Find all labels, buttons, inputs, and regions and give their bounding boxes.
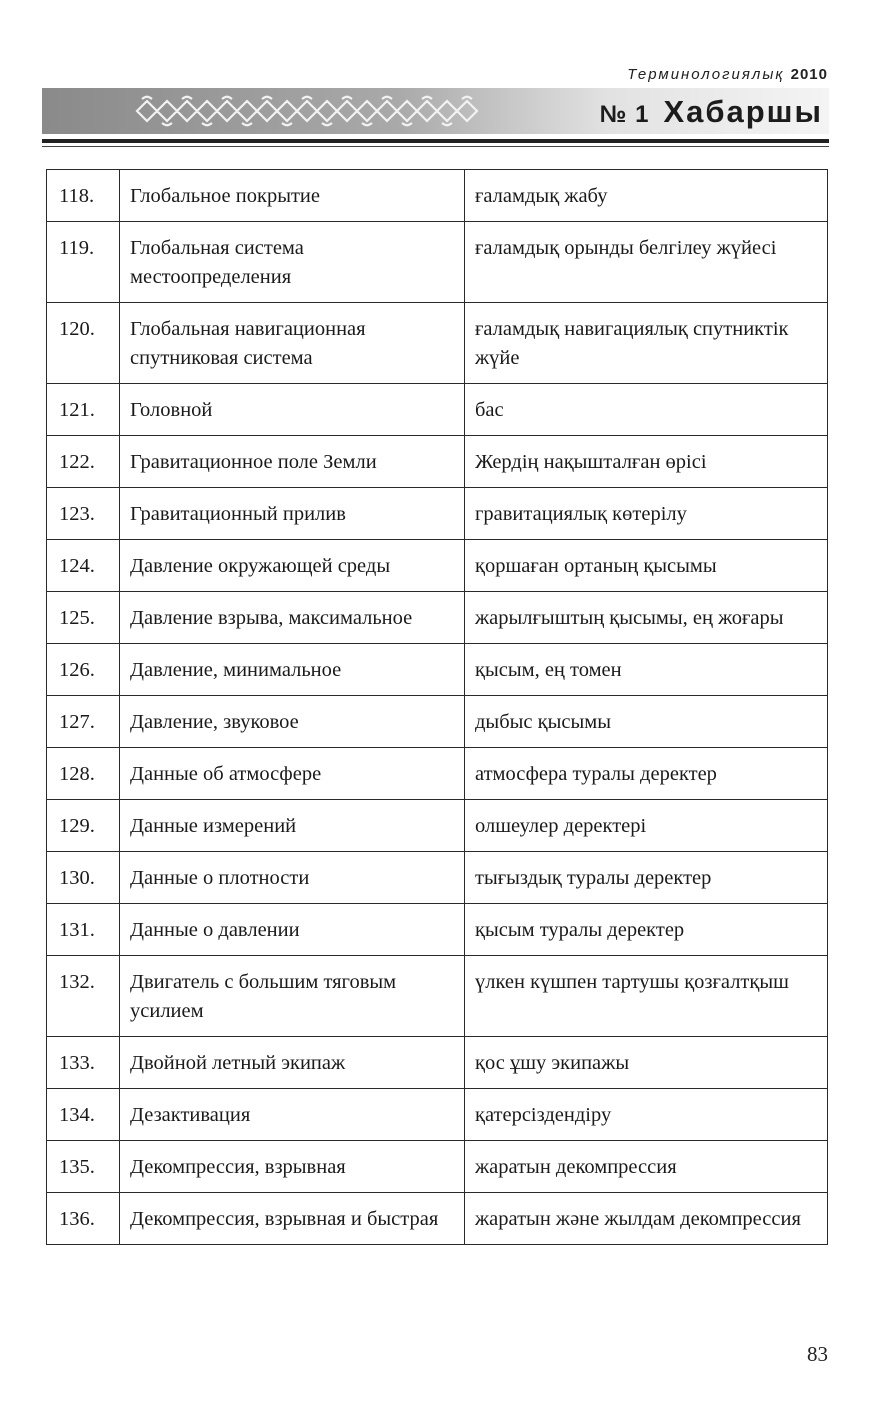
term-kazakh: қос ұшу экипажы xyxy=(465,1037,828,1089)
term-number: 118. xyxy=(47,170,120,222)
term-kazakh: ғаламдық жабу xyxy=(465,170,828,222)
header-banner xyxy=(42,88,829,134)
term-russian: Декомпрессия, взрывная xyxy=(120,1141,465,1193)
term-kazakh: ғаламдық орынды белгілеу жүйесі xyxy=(465,222,828,303)
terms-table xyxy=(46,169,828,1245)
table-row xyxy=(47,540,828,592)
term-number: 136. xyxy=(47,1193,120,1245)
term-kazakh: жаратын декомпрессия xyxy=(465,1141,828,1193)
issue-title xyxy=(600,94,823,130)
term-russian: Дезактивация xyxy=(120,1089,465,1141)
term-russian: Данные о плотности xyxy=(120,852,465,904)
table-row xyxy=(47,1037,828,1089)
header-rule-thin xyxy=(42,146,829,147)
table-row xyxy=(47,488,828,540)
table-row xyxy=(47,644,828,696)
ornament-pattern xyxy=(132,94,482,128)
term-number: 132. xyxy=(47,956,120,1037)
table-row xyxy=(47,1089,828,1141)
term-russian: Двойной летный экипаж xyxy=(120,1037,465,1089)
term-number: 122. xyxy=(47,436,120,488)
journal-header-line xyxy=(560,66,828,83)
journal-year: 2010 xyxy=(790,66,828,83)
term-kazakh: олшеулер деректері xyxy=(465,800,828,852)
term-russian: Давление взрыва, максимальное xyxy=(120,592,465,644)
table-row xyxy=(47,696,828,748)
term-number: 134. xyxy=(47,1089,120,1141)
term-number: 128. xyxy=(47,748,120,800)
term-kazakh: үлкен күшпен тартушы қозғалтқыш xyxy=(465,956,828,1037)
table-row xyxy=(47,800,828,852)
term-number: 123. xyxy=(47,488,120,540)
term-number: 129. xyxy=(47,800,120,852)
term-russian: Данные измерений xyxy=(120,800,465,852)
table-row xyxy=(47,170,828,222)
term-kazakh: гравитациялық көтерілу xyxy=(465,488,828,540)
journal-title: Хабаршы xyxy=(663,94,823,129)
header-rule-thick xyxy=(42,139,829,143)
term-number: 131. xyxy=(47,904,120,956)
term-kazakh: Жердің нақышталған өрісі xyxy=(465,436,828,488)
term-kazakh: қысым туралы деректер xyxy=(465,904,828,956)
table-row xyxy=(47,956,828,1037)
term-russian: Глобальное покрытие xyxy=(120,170,465,222)
table-row xyxy=(47,592,828,644)
table-row xyxy=(47,222,828,303)
term-kazakh: атмосфера туралы деректер xyxy=(465,748,828,800)
term-russian: Глобальная навигационная спутниковая система xyxy=(120,303,465,384)
term-kazakh: ғаламдық навигациялық спутниктік жүйе xyxy=(465,303,828,384)
term-kazakh: тығыздық туралы деректер xyxy=(465,852,828,904)
term-number: 119. xyxy=(47,222,120,303)
term-kazakh: қатерсіздендіру xyxy=(465,1089,828,1141)
term-number: 135. xyxy=(47,1141,120,1193)
term-russian: Данные об атмосфере xyxy=(120,748,465,800)
table-row xyxy=(47,748,828,800)
table-row xyxy=(47,904,828,956)
issue-number: № 1 xyxy=(599,101,650,128)
journal-name: Терминологиялық xyxy=(627,66,785,83)
term-kazakh: қысым, ең томен xyxy=(465,644,828,696)
term-kazakh: дыбыс қысымы xyxy=(465,696,828,748)
term-russian: Давление, минимальное xyxy=(120,644,465,696)
term-kazakh: бас xyxy=(465,384,828,436)
term-russian: Данные о давлении xyxy=(120,904,465,956)
term-kazakh: жарылғыштың қысымы, ең жоғары xyxy=(465,592,828,644)
term-kazakh: қоршаған ортаның қысымы xyxy=(465,540,828,592)
term-number: 121. xyxy=(47,384,120,436)
terms-table-body xyxy=(47,170,828,1245)
term-russian: Декомпрессия, взрывная и быстрая xyxy=(120,1193,465,1245)
term-russian: Глобальная система местоопределения xyxy=(120,222,465,303)
term-number: 130. xyxy=(47,852,120,904)
term-russian: Головной xyxy=(120,384,465,436)
term-russian: Гравитационное поле Земли xyxy=(120,436,465,488)
term-kazakh: жаратын және жылдам декомпрессия xyxy=(465,1193,828,1245)
page-number: 83 xyxy=(807,1342,828,1366)
table-row xyxy=(47,852,828,904)
term-number: 125. xyxy=(47,592,120,644)
term-number: 120. xyxy=(47,303,120,384)
table-row xyxy=(47,436,828,488)
term-number: 126. xyxy=(47,644,120,696)
term-russian: Давление окружающей среды xyxy=(120,540,465,592)
term-number: 124. xyxy=(47,540,120,592)
table-row xyxy=(47,384,828,436)
table-row xyxy=(47,303,828,384)
term-number: 133. xyxy=(47,1037,120,1089)
table-row xyxy=(47,1193,828,1245)
term-number: 127. xyxy=(47,696,120,748)
term-russian: Давление, звуковое xyxy=(120,696,465,748)
table-row xyxy=(47,1141,828,1193)
term-russian: Гравитационный прилив xyxy=(120,488,465,540)
term-russian: Двигатель с большим тяговым усилием xyxy=(120,956,465,1037)
